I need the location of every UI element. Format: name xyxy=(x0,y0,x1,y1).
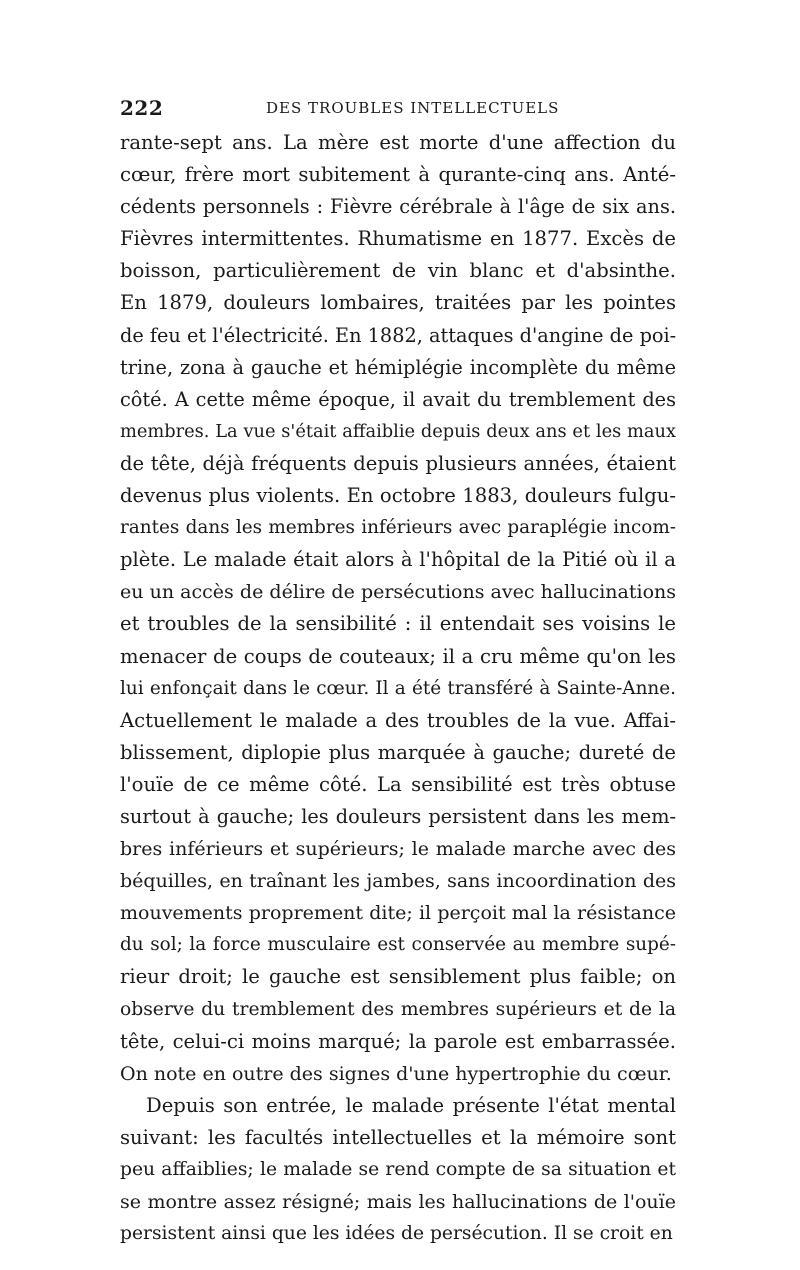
text-line: plète. Le malade était alors à l'hôpital de la Pitié où il a xyxy=(120,548,676,572)
running-title: DES TROUBLES INTELLECTUELS xyxy=(266,99,560,117)
page-number: 222 xyxy=(120,96,164,120)
text-line: de tête, déjà fréquents depuis plusieurs années, étaient xyxy=(120,451,676,475)
text-line: Fièvres intermittentes. Rhumatisme en 1877. Excès de xyxy=(120,227,676,251)
paragraph xyxy=(120,127,676,1090)
text-line: l'ouïe de ce même côté. La sensibilité est très obtuse xyxy=(120,772,676,796)
text-line: observe du tremblement des membres supérieurs et de la xyxy=(120,998,676,1020)
text-line: peu affaiblies; le malade se rend compte de sa situation et xyxy=(120,1159,676,1180)
text-line: membres. La vue s'était affaiblie depuis deux ans et les maux xyxy=(120,420,676,442)
text-line: eu un accès de délire de persécutions avec hallucinations xyxy=(120,581,676,604)
running-head xyxy=(120,96,680,120)
text-line: En 1879, douleurs lombaires, traitées par les pointes xyxy=(120,291,676,315)
text-line: béquilles, en traînant les jambes, sans incoordination des xyxy=(120,870,676,893)
text-line: rantes dans les membres inférieurs avec paraplégie incom- xyxy=(120,517,676,539)
text-line: et troubles de la sensibilité : il entendait ses voisins le xyxy=(120,612,676,636)
text-line: tête, celui-ci moins marqué; la parole est embarrassée. xyxy=(120,1029,676,1053)
text-line: lui enfonçait dans le cœur. Il a été transféré à Sainte-Anne. xyxy=(120,677,676,699)
text-line: mouvements proprement dite; il perçoit mal la résistance xyxy=(120,902,676,925)
text-line: persistent ainsi que les idées de persécution. Il se croit en xyxy=(120,1223,673,1245)
text-line: cœur, frère mort subitement à qurante-cinq ans. Anté- xyxy=(120,163,676,187)
text-line: On note en outre des signes d'une hypertrophie du cœur. xyxy=(120,1062,672,1085)
text-line: menacer de coups de couteaux; il a cru même qu'on les xyxy=(120,644,676,668)
text-line: surtout à gauche; les douleurs persistent dans les mem- xyxy=(120,804,676,828)
text-line: trine, zona à gauche et hémiplégie incomplète du même xyxy=(120,355,676,379)
text-line: devenus plus violents. En octobre 1883, douleurs fulgu- xyxy=(120,484,676,508)
text-line: rante-sept ans. La mère est morte d'une affection du xyxy=(120,131,676,154)
text-line: bres inférieurs et supérieurs; le malade marche avec des xyxy=(120,838,676,861)
text-line: suivant: les facultés intellectuelles et la mémoire sont xyxy=(120,1125,676,1149)
text-line: côté. A cette même époque, il avait du tremblement des xyxy=(120,387,676,411)
body-text xyxy=(120,127,676,1250)
text-line: Actuellement le malade a des troubles de la vue. Affai- xyxy=(120,708,676,732)
text-line: de feu et l'électricité. En 1882, attaques d'angine de poi- xyxy=(120,323,677,347)
text-line: blissement, diplopie plus marquée à gauche; dureté de xyxy=(120,740,676,764)
text-line: Depuis son entrée, le malade présente l'état mental xyxy=(146,1093,676,1117)
text-line: se montre assez résigné; mais les hallucinations de l'ouïe xyxy=(120,1191,676,1214)
paragraph xyxy=(120,1090,676,1250)
text-line: rieur droit; le gauche est sensiblement plus faible; on xyxy=(120,965,676,989)
text-line: boisson, particulièrement de vin blanc et d'absinthe. xyxy=(120,259,676,283)
text-line: cédents personnels : Fièvre cérébrale à l'âge de six ans. xyxy=(120,195,676,219)
text-line: du sol; la force musculaire est conservée au membre supé- xyxy=(120,934,676,956)
